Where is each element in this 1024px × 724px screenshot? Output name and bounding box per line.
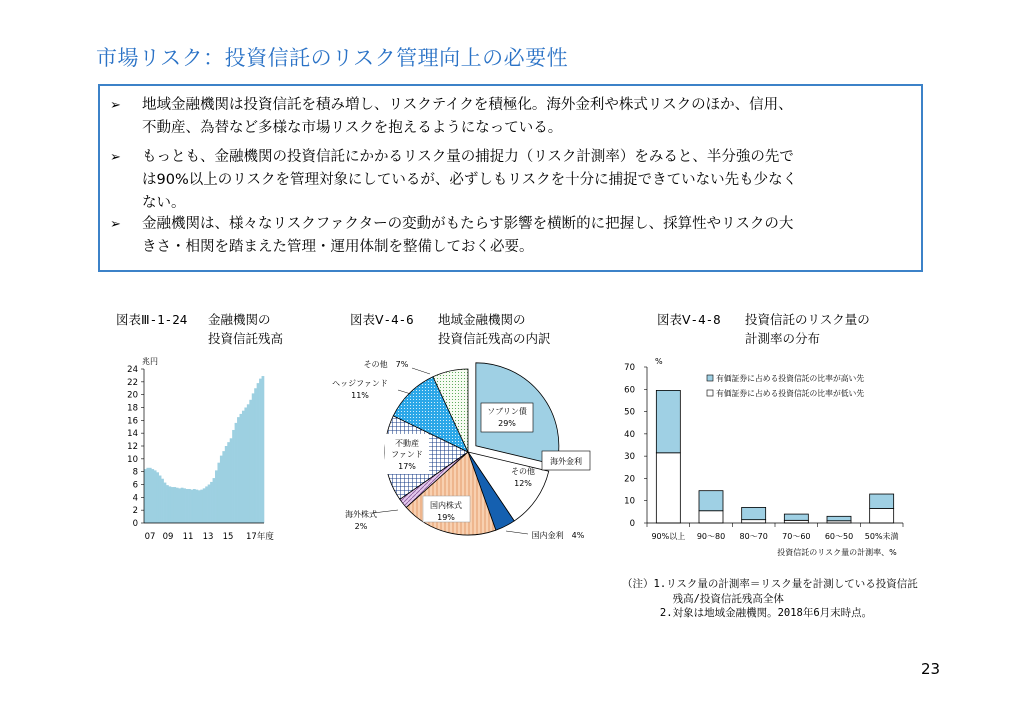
- pie-label-real-estate-line2: ファンド: [391, 450, 423, 459]
- pie-label-foreign-stock-value: 2%: [354, 522, 368, 531]
- pie-label-foreign-stock: 海外株式: [345, 510, 377, 519]
- chart1-bar: [151, 469, 154, 523]
- pie-group-label-foreign-rate: 海外金利: [550, 457, 582, 466]
- chart1-bar: [149, 468, 152, 523]
- chart1-y-tick-label: 10: [127, 454, 138, 465]
- chart1-bar: [173, 487, 176, 523]
- chart1-bar: [257, 383, 260, 523]
- chart1-y-tick-label: 18: [127, 403, 138, 414]
- chart1-y-tick-label: 6: [132, 480, 138, 491]
- chart2-title-line: 投資信託残高の内訳: [438, 331, 551, 346]
- chart1-bar: [210, 482, 213, 523]
- bullet-line: もっとも、金融機関の投資信託にかかるリスク量の捕捉力（リスク計測率）をみると、半分強の先で: [142, 149, 794, 165]
- risk-coverage-distribution-chart: [615, 355, 915, 565]
- chart1-y-tick-label: 4: [132, 493, 138, 504]
- pie-label-real-estate: 不動産: [395, 439, 419, 448]
- chart1-bar: [247, 404, 250, 523]
- chart3-y-tick-label: 60: [624, 385, 635, 396]
- chart1-bar: [181, 488, 184, 523]
- chart3-bar-high: [656, 390, 680, 452]
- pie-label-domestic-stock: 国内株式: [430, 501, 462, 510]
- chart1-y-tick-label: 24: [127, 365, 138, 375]
- chart3-bar-high: [742, 507, 766, 519]
- bullet-line: 地域金融機関は投資信託を積み増し、リスクテイクを積極化。海外金利や株式リスクのほか、信用、: [142, 97, 793, 113]
- chart1-bar: [227, 442, 230, 523]
- chart1-bar: [183, 488, 186, 523]
- chart3-bar-low: [742, 520, 766, 523]
- chart1-bar: [161, 479, 164, 523]
- chart1-bar: [159, 476, 162, 523]
- chart1-bar: [205, 486, 208, 523]
- chart1-bar: [191, 490, 194, 523]
- chart1-x-tick-label: 11: [182, 532, 194, 542]
- chart1-bar: [176, 488, 179, 523]
- chart3-bar-low: [699, 511, 723, 523]
- chart3-bar-high: [827, 516, 851, 520]
- chart1-bar: [188, 489, 191, 523]
- leader-line: [506, 531, 528, 534]
- bullet-line: 金融機関は、様々なリスクファクターの変動がもたらす影響を横断的に把握し、採算性やリスクの大: [142, 216, 794, 232]
- chart2-label: 図表Ⅴ-4-6: [350, 312, 414, 327]
- chart1-bar: [225, 446, 228, 523]
- chart3-unit-label: %: [655, 357, 663, 366]
- bullet-item: [110, 213, 910, 259]
- chart3-bar-high: [699, 491, 723, 511]
- chart1-bar: [195, 490, 198, 523]
- chart3-bar-high: [870, 494, 894, 508]
- footnote-line: （注）1.リスク量の計測率＝リスク量を計測している投資信託: [622, 578, 918, 590]
- chart1-bar: [249, 400, 252, 523]
- chart1-bar: [168, 486, 171, 523]
- leader-line: [412, 368, 430, 374]
- page-number: 23: [921, 660, 941, 678]
- chart1-bar: [154, 470, 157, 523]
- footnote-line: 2.対象は地域金融機関。2018年6月末時点。: [622, 607, 873, 619]
- arrow-bullet-icon: ➢: [110, 150, 121, 165]
- chart1-y-tick-label: 0: [132, 519, 138, 529]
- chart1-x-tick-label: 17年度: [246, 532, 274, 542]
- chart3-y-tick-label: 70: [624, 363, 635, 373]
- chart3-y-tick-label: 10: [624, 496, 635, 507]
- chart3-label: 図表Ⅴ-4-8: [657, 312, 721, 327]
- chart1-y-tick-label: 20: [127, 390, 138, 401]
- summary-box: [98, 84, 923, 272]
- footnote-line: 残高/投資信託残高全体: [622, 592, 784, 605]
- pie-label-domestic-stock-value: 19%: [437, 513, 455, 522]
- bullet-line: 不動産、為替など多様な市場リスクを抱えるようになっている。: [142, 120, 563, 136]
- chart1-bar: [166, 485, 169, 523]
- fund-breakdown-pie-chart: [328, 350, 613, 550]
- chart1-bar: [237, 417, 240, 523]
- pie-label-other: その他: [511, 467, 535, 476]
- chart1-y-tick-label: 2: [132, 506, 138, 517]
- chart1-bar: [213, 478, 216, 523]
- chart1-bar: [217, 463, 220, 523]
- pie-label-domestic-rate: 国内金利 4%: [531, 531, 585, 540]
- chart3-bar-low: [870, 509, 894, 523]
- chart1-bar: [230, 438, 233, 523]
- chart1-bar: [252, 393, 255, 523]
- chart1-title-line: 金融機関の: [208, 312, 271, 327]
- chart3-title: [745, 310, 870, 348]
- chart3-y-tick-label: 30: [624, 452, 635, 463]
- chart1-bar: [171, 487, 174, 523]
- chart3-y-tick-label: 0: [629, 519, 635, 529]
- chart3-x-tick-label: 90%以上: [651, 532, 686, 541]
- chart1-bar: [242, 411, 245, 523]
- chart1-y-tick-label: 8: [132, 467, 138, 478]
- chart1-bar: [178, 488, 181, 523]
- chart1-bar: [232, 430, 235, 523]
- pie-label-real-estate-value: 17%: [398, 462, 416, 471]
- chart1-bar: [203, 488, 206, 523]
- pie-label-sovereign-value: 29%: [498, 419, 516, 428]
- chart1-title: [208, 310, 283, 348]
- pie-label-hedge-fund-value: 11%: [351, 391, 369, 400]
- chart1-x-tick-label: 07: [144, 532, 156, 542]
- chart1-bar: [259, 379, 262, 523]
- chart1-bar: [146, 468, 149, 523]
- leader-line: [398, 390, 411, 394]
- chart3-legend-swatch: [707, 390, 713, 396]
- chart1-bar: [215, 470, 218, 523]
- bullet-item: [110, 94, 910, 140]
- chart1-y-tick-label: 16: [127, 416, 138, 427]
- chart3-x-axis-title: 投資信託のリスク量の計測率、%: [777, 548, 897, 557]
- chart1-label: 図表Ⅲ-1-24: [116, 312, 188, 327]
- chart1-y-tick-label: 14: [127, 429, 138, 440]
- page-title: 市場リスク：投資信託のリスク管理向上の必要性: [96, 46, 569, 70]
- chart1-y-tick-label: 22: [127, 377, 138, 388]
- chart2-title: [438, 310, 551, 348]
- chart3-x-tick-label: 50%未満: [864, 532, 899, 541]
- chart1-bar: [193, 489, 196, 523]
- chart1-bar: [240, 414, 243, 523]
- chart3-legend-label: 有価証券に占める投資信託の比率が低い先: [716, 389, 865, 398]
- chart3-y-tick-label: 20: [624, 474, 635, 485]
- chart3-bar-low: [784, 520, 808, 523]
- chart3-x-tick-label: 60～50: [824, 532, 854, 541]
- chart1-unit-label: 兆円: [142, 357, 158, 366]
- bullet-line: は90%以上のリスクを管理対象にしているが、必ずしもリスクを十分に捕捉できていない先も少なく: [142, 172, 798, 188]
- chart3-legend-swatch: [707, 375, 713, 381]
- chart3-y-tick-label: 40: [624, 429, 635, 440]
- bullet-line: ない。: [142, 195, 186, 211]
- chart3-x-tick-label: 90～80: [696, 532, 726, 541]
- chart1-title-line: 投資信託残高: [208, 331, 284, 346]
- chart3-bar-low: [656, 453, 680, 523]
- chart3-bar-high: [784, 514, 808, 520]
- footnote: [622, 577, 918, 621]
- pie-label-other-top: その他 7%: [363, 360, 409, 369]
- chart1-x-tick-label: 13: [202, 532, 214, 542]
- pie-label-hedge-fund: ヘッジファンド: [332, 379, 388, 388]
- chart3-x-tick-label: 70～60: [782, 532, 811, 541]
- chart1-x-tick-label: 15: [222, 532, 234, 542]
- bullet-item: [110, 146, 910, 215]
- chart1-bar: [186, 489, 189, 523]
- chart1-bar: [244, 408, 247, 524]
- bullet-line: きさ・相関を踏まえた管理・運用体制を整備しておく必要。: [142, 239, 534, 255]
- chart3-y-tick-label: 50: [624, 407, 635, 418]
- chart1-bar: [208, 485, 211, 524]
- chart3-title-line: 計測率の分布: [745, 331, 821, 346]
- arrow-bullet-icon: ➢: [110, 98, 121, 113]
- chart1-y-tick-label: 12: [127, 442, 138, 452]
- chart1-bar: [262, 376, 265, 523]
- chart1-bar: [235, 423, 238, 523]
- chart1-bar: [254, 388, 257, 523]
- arrow-bullet-icon: ➢: [110, 217, 121, 232]
- chart3-legend-label: 有価証券に占める投資信託の比率が高い先: [716, 374, 865, 383]
- chart1-x-tick-label: 09: [162, 532, 174, 542]
- chart2-title-line: 地域金融機関の: [438, 312, 526, 327]
- chart3-title-line: 投資信託のリスク量の: [745, 312, 870, 327]
- fund-balance-chart: [112, 355, 282, 545]
- chart3-x-tick-label: 80～70: [739, 532, 768, 541]
- pie-label-other-value: 12%: [514, 479, 532, 488]
- chart1-bar: [198, 490, 201, 523]
- chart1-bar: [156, 472, 159, 523]
- chart1-bar: [220, 456, 223, 523]
- chart1-bar: [164, 483, 167, 523]
- chart1-bar: [200, 490, 203, 523]
- chart1-bar: [222, 451, 225, 523]
- chart1-bar: [144, 469, 147, 523]
- pie-label-sovereign: ソブリン債: [487, 407, 527, 416]
